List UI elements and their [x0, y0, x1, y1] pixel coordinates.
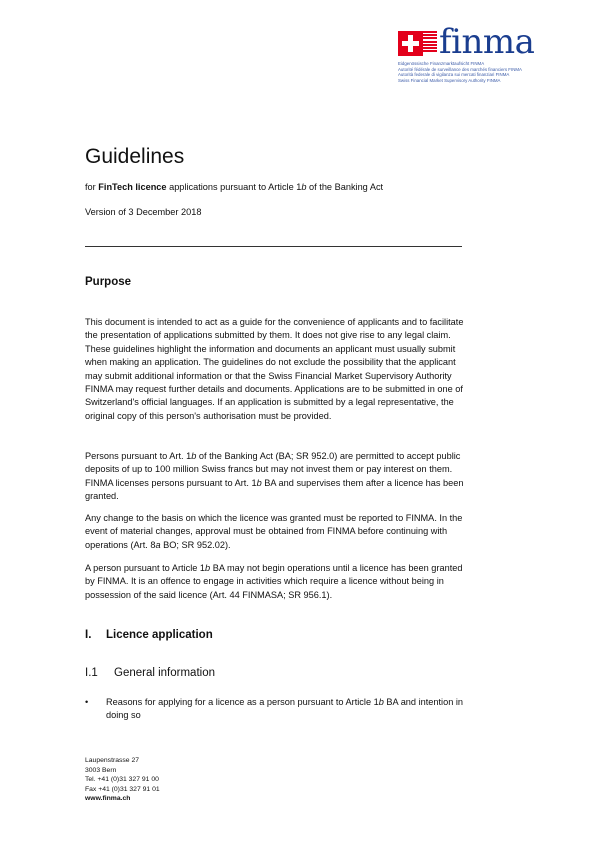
- footer-tel: Tel. +41 (0)31 327 91 00: [85, 776, 159, 784]
- footer-street: Laupenstrasse 27: [85, 757, 140, 764]
- logo-line-fr: Autorité fédérale de surveillance des marchés financiers FINMA: [398, 66, 522, 72]
- subsection-number: I.1: [85, 667, 98, 679]
- p4-a: A person pursuant to Article 1: [85, 563, 206, 573]
- logo-line-it: Autorità federale di vigilanza sui mercati finanziari FINMA: [398, 72, 510, 78]
- subsection-title: General information: [114, 667, 215, 679]
- title-divider: [85, 246, 462, 247]
- subtitle-italic: b: [301, 182, 307, 192]
- document-subtitle: [85, 182, 383, 192]
- purpose-paragraph-1: This document is intended to act as a guide for the convenience of applicants and to facilitate the presentation of applications submitted by them. It does not give rise to any legal claim. These guidelines highlight the information and documents an applicant must usually submit when making an application. The guidelines do not exclude the possibility that the applicant may submit additional information or that the Swiss Financial Market Supervisory Authority FINMA may request further details and documents. Applications are to be submitted in one of Switzerland's official languages. If an application is submitted by a legal representative, the original copy of this person's authorisation must be provided.: [85, 317, 464, 421]
- p4-c: BA may not begin operations until a licence has been granted by FINMA. It is an offence to engage in activities which require a licence without being in possession of the said licence (Art. 44 FINMASA; SR 956.1).: [85, 563, 463, 600]
- p4-b: b: [205, 563, 211, 573]
- purpose-paragraph-4: [85, 562, 465, 602]
- logo-line-en: Swiss Financial Market Supervisory Authority FINMA: [398, 77, 501, 83]
- footer-city: 3003 Bern: [85, 766, 117, 774]
- logo-wordmark: finma: [439, 22, 535, 62]
- subtitle-middle: applications pursuant to Article 1: [166, 182, 302, 192]
- logo-line-de: Eidgenössische Finanzmarktaufsicht FINMA: [398, 61, 485, 66]
- footer-website-link[interactable]: www.finma.ch: [85, 795, 131, 803]
- section-heading: [85, 629, 213, 641]
- bullet-text: [106, 696, 465, 723]
- p3-c: BO; SR 952.02).: [160, 539, 231, 550]
- footer-address: [85, 756, 160, 804]
- p2-a: Persons pursuant to Art. 1: [85, 451, 192, 461]
- p2-c: of the Banking Act (BA; SR 952.0) are permitted to accept public deposits of up to 100 million Swiss francs but may not invest them or pay interest on them. FINMA licenses persons pursuant to Art. 1: [85, 451, 461, 488]
- subtitle-prefix: for: [85, 182, 99, 192]
- subtitle-suffix: of the Banking Act: [306, 182, 384, 192]
- finma-logo: [398, 22, 558, 90]
- logo-stripes-icon: [423, 31, 437, 56]
- swiss-flag-icon: [398, 31, 423, 56]
- b1-c: BA and intention in doing so: [106, 697, 464, 721]
- b1-b: b: [378, 697, 384, 707]
- bullet-marker: •: [85, 697, 89, 707]
- document-version: Version of 3 December 2018: [85, 207, 202, 217]
- purpose-heading: Purpose: [85, 276, 132, 288]
- purpose-paragraph-3: [85, 512, 465, 552]
- document-title: Guidelines: [85, 145, 185, 168]
- p2-e: BA and supervises them after a licence has been granted.: [85, 477, 464, 502]
- p2-b: b: [191, 451, 197, 461]
- subtitle-bold: FinTech licence: [98, 182, 167, 192]
- section-title: Licence application: [106, 629, 213, 641]
- subsection-heading: [85, 667, 215, 679]
- b1-a: Reasons for applying for a licence as a person pursuant to Article 1: [106, 697, 379, 707]
- p3-a: Any change to the basis on which the licence was granted must be reported to FINMA. In the event of material changes, approval must be obtained from FINMA before continuing with operations (Art. 8: [85, 513, 463, 550]
- p2-d: b: [256, 477, 262, 488]
- purpose-paragraph-2: [85, 450, 465, 504]
- p3-b: a: [155, 539, 161, 550]
- section-number: I.: [85, 629, 92, 641]
- footer-fax: Fax +41 (0)31 327 91 01: [85, 785, 160, 793]
- logo-authority-names: [398, 61, 522, 83]
